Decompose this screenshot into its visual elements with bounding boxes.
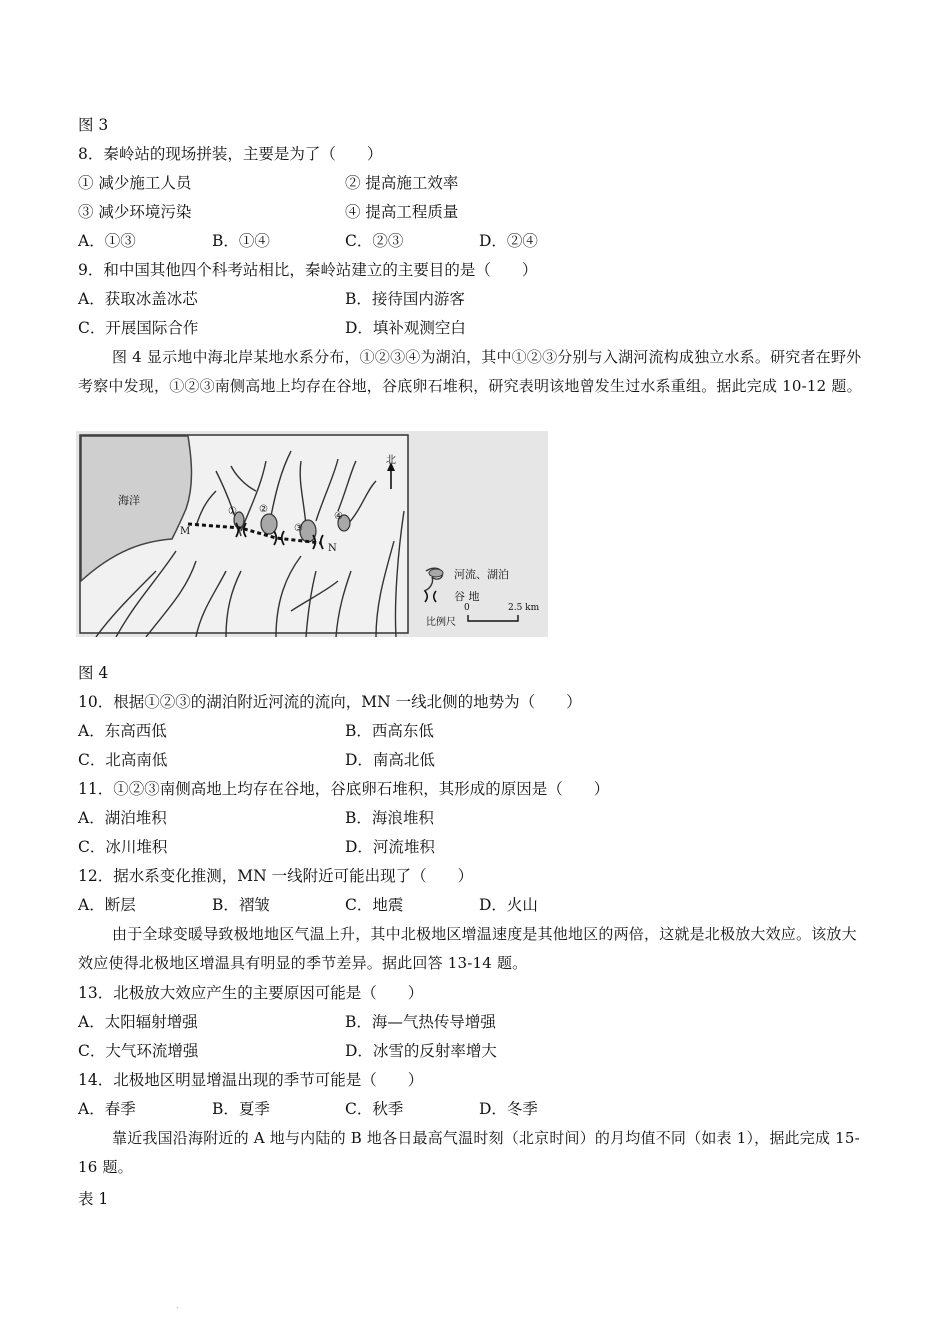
map-label-north: 北 <box>386 455 396 466</box>
footer-dot: . <box>176 1301 179 1310</box>
question-14-stem: 14．北极地区明显增温出现的季节可能是（ ） <box>78 1071 424 1089</box>
map-label-lake-2: ② <box>259 504 268 515</box>
q11-option-c: C．冰川堆积 <box>78 838 168 856</box>
q11-option-b: B．海浪堆积 <box>345 809 434 827</box>
question-12-stem: 12．据水系变化推测，MN 一线附近可能出现了（ ） <box>78 867 474 885</box>
map-label-lake-3: ③ <box>294 523 303 534</box>
question-9-stem: 9．和中国其他四个科考站相比，秦岭站建立的主要目的是（ ） <box>78 261 538 279</box>
scale-zero: 0 <box>464 603 470 613</box>
q9-option-c: C．开展国际合作 <box>78 319 199 337</box>
q12-option-c: C．地震 <box>345 896 404 914</box>
q10-option-b: B．西高东低 <box>345 722 434 740</box>
q13-option-b: B．海—气热传导增强 <box>345 1013 496 1031</box>
q10-option-d: D．南高北低 <box>345 751 435 769</box>
q14-option-d: D．冬季 <box>479 1100 538 1118</box>
q12-option-d: D．火山 <box>479 896 538 914</box>
figure-4-map <box>76 431 548 637</box>
table-1-caption: 表 1 <box>78 1190 109 1208</box>
question-13-stem: 13．北极放大效应产生的主要原因可能是（ ） <box>78 984 424 1002</box>
q8-statement-1: ① 减少施工人员 <box>78 174 192 192</box>
q14-option-a: A．春季 <box>78 1100 136 1118</box>
map-label-lake-4: ④ <box>334 511 343 522</box>
q14-option-b: B．夏季 <box>212 1100 270 1118</box>
q8-statement-3: ③ 减少环境污染 <box>78 203 192 221</box>
legend-river-label: 河流、湖泊 <box>454 568 509 581</box>
q12-option-a: A．断层 <box>78 896 136 914</box>
scale-label: 比例尺 <box>426 617 456 628</box>
q8-option-b: B．①④ <box>212 232 270 250</box>
figure-3-caption: 图 3 <box>78 116 109 134</box>
q9-option-d: D．填补观测空白 <box>345 319 466 337</box>
q8-option-a: A．①③ <box>78 232 136 250</box>
q11-option-a: A．湖泊堆积 <box>78 809 167 827</box>
q8-option-d: D．②④ <box>479 232 538 250</box>
q11-option-d: D．河流堆积 <box>345 838 435 856</box>
intro-paragraph-10-12: 图 4 显示地中海北岸某地水系分布，①②③④为湖泊，其中①②③分别与入湖河流构成独立水系。研究者在野外考察中发现，①②③南侧高地上均存在谷地，谷底卵石堆积，研究表明该地曾发生过水系重组。据此完成 10-12 题。 <box>78 348 862 395</box>
q12-option-b: B．褶皱 <box>212 896 270 914</box>
map-drawing <box>76 431 548 637</box>
q13-option-c: C．大气环流增强 <box>78 1042 199 1060</box>
question-8-stem: 8．秦岭站的现场拼装，主要是为了（ ） <box>78 145 383 163</box>
q8-statement-2: ② 提高施工效率 <box>345 174 459 192</box>
q13-option-a: A．太阳辐射增强 <box>78 1013 198 1031</box>
intro-paragraph-13-14: 由于全球变暖导致极地地区气温上升，其中北极地区增温速度是其他地区的两倍，这就是北极放大效应。该放大效应使得北极地区增温具有明显的季节差异。据此回答 13-14 题。 <box>78 925 857 972</box>
q13-option-d: D．冰雪的反射率增大 <box>345 1042 497 1060</box>
intro-paragraph-15-16: 靠近我国沿海附近的 A 地与内陆的 B 地各日最高气温时刻（北京时间）的月均值不同（如表 1），据此完成 15-16 题。 <box>78 1129 860 1176</box>
q14-option-c: C．秋季 <box>345 1100 404 1118</box>
q8-option-c: C．②③ <box>345 232 404 250</box>
q8-statement-4: ④ 提高工程质量 <box>345 203 459 221</box>
map-label-lake-1: ① <box>228 506 237 517</box>
q9-option-b: B．接待国内游客 <box>345 290 465 308</box>
q10-option-a: A．东高西低 <box>78 722 167 740</box>
map-label-m: M <box>180 526 191 537</box>
figure-4-caption: 图 4 <box>78 664 109 682</box>
question-10-stem: 10．根据①②③的湖泊附近河流的流向，MN 一线北侧的地势为（ ） <box>78 693 582 711</box>
q10-option-c: C．北高南低 <box>78 751 168 769</box>
map-label-n: N <box>328 543 337 554</box>
legend-valley-label: 谷 地 <box>454 590 480 603</box>
map-label-sea: 海洋 <box>118 494 140 507</box>
scale-value: 2.5 km <box>508 603 540 613</box>
q9-option-a: A．获取冰盖冰芯 <box>78 290 198 308</box>
question-11-stem: 11．①②③南侧高地上均存在谷地，谷底卵石堆积，其形成的原因是（ ） <box>78 780 610 798</box>
